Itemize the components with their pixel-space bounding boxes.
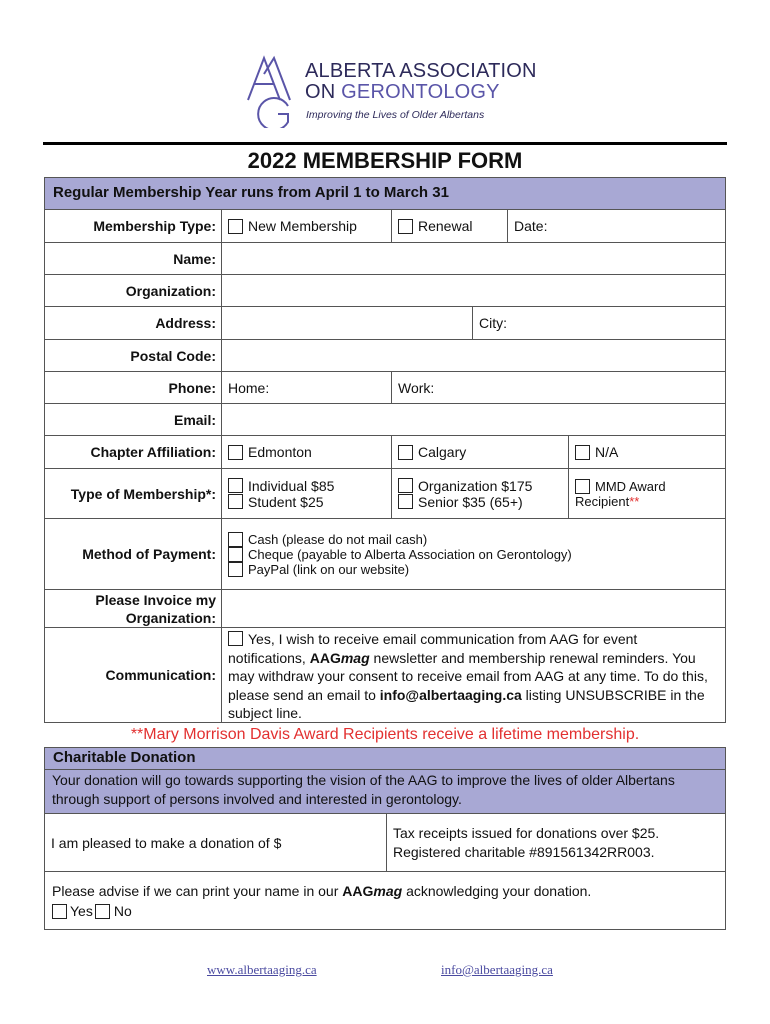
unsubscribe-email: info@albertaaging.ca — [379, 686, 522, 703]
type-of-membership-label: Type of Membership*: — [45, 469, 222, 518]
organization-field[interactable] — [222, 275, 725, 306]
tax-receipt-info: Tax receipts issued for donations over $25. Registered charitable #891561342RR003. — [393, 824, 660, 860]
donation-amount-field[interactable]: I am pleased to make a donation of $ — [45, 814, 387, 871]
donation-amount-row — [45, 813, 725, 871]
postal-code-field[interactable] — [222, 340, 725, 371]
payment-cash-option[interactable]: Cash (please do not mail cash) — [228, 532, 427, 547]
city-field[interactable]: City: — [479, 315, 507, 331]
award-note: **Mary Morrison Davis Award Recipients receive a lifetime membership. — [130, 726, 640, 743]
print-name-question: Please advise if we can print your name in our AAGmag acknowledging your donation. — [52, 883, 592, 899]
address-row — [45, 307, 725, 340]
membership-header: Regular Membership Year runs from April 1 to March 31 — [45, 178, 725, 210]
student-option[interactable]: Student $25 — [228, 494, 324, 510]
logo-tagline: Improving the Lives of Older Albertans — [306, 109, 485, 121]
communication-consent: Yes, I wish to receive email communication from AAG for event notifications, AAGmag newsletter and membership renewal reminders. You may withdraw your consent to receive email from AAG at any time. To do this, please send an email to info@albertaaging.ca listing UNSUBSCRIBE in the subject line. — [228, 631, 708, 721]
calgary-checkbox[interactable] — [398, 445, 413, 460]
organization-label: Organization: — [45, 275, 222, 306]
address-label: Address: — [45, 307, 222, 339]
invoice-row — [45, 590, 725, 628]
date-field[interactable]: Date: — [514, 218, 548, 234]
mmd-award-checkbox[interactable] — [575, 479, 590, 494]
individual-option[interactable]: Individual $85 — [228, 478, 334, 494]
cheque-checkbox[interactable] — [228, 547, 243, 562]
payment-label: Method of Payment: — [45, 519, 222, 589]
phone-label: Phone: — [45, 372, 222, 403]
chapter-edmonton-option[interactable]: Edmonton — [222, 436, 392, 468]
no-checkbox[interactable] — [95, 904, 110, 919]
mmd-award-option[interactable]: MMD Award — [575, 479, 666, 494]
payment-cheque-option[interactable]: Cheque (payable to Alberta Association on Gerontology) — [228, 547, 572, 562]
postal-code-label: Postal Code: — [45, 340, 222, 371]
donation-description: Your donation will go towards supporting the vision of the AAG to improve the lives of older Albertans through support of persons involved and interested in gerontology. — [45, 770, 725, 813]
print-name-no-option[interactable]: No — [95, 901, 132, 921]
communication-checkbox[interactable] — [228, 631, 243, 646]
individual-checkbox[interactable] — [228, 478, 243, 493]
renewal-option[interactable]: Renewal — [392, 210, 508, 242]
name-row — [45, 243, 725, 275]
donation-header: Charitable Donation — [45, 748, 725, 770]
membership-kind-row — [45, 469, 725, 519]
yes-checkbox[interactable] — [52, 904, 67, 919]
chapter-row — [45, 436, 725, 469]
print-name-row — [45, 871, 725, 929]
organization-row — [45, 275, 725, 307]
senior-checkbox[interactable] — [398, 494, 413, 509]
payment-paypal-option[interactable]: PayPal (link on our website) — [228, 562, 409, 577]
organization-fee-option[interactable]: Organization $175 — [398, 478, 532, 494]
email-row — [45, 404, 725, 436]
email-field[interactable] — [222, 404, 725, 435]
aag-logo — [244, 54, 544, 128]
new-membership-option[interactable]: New Membership — [222, 210, 392, 242]
postal-code-row — [45, 340, 725, 372]
cash-checkbox[interactable] — [228, 532, 243, 547]
payment-row — [45, 519, 725, 590]
logo-line-2: ON GERONTOLOGY — [305, 81, 500, 103]
donation-section — [44, 747, 726, 930]
chapter-na-option[interactable]: N/A — [569, 436, 725, 468]
na-checkbox[interactable] — [575, 445, 590, 460]
membership-type-label: Membership Type: — [45, 210, 222, 242]
membership-type-row — [45, 210, 725, 243]
email-label: Email: — [45, 404, 222, 435]
organization-fee-checkbox[interactable] — [398, 478, 413, 493]
title-rule — [43, 142, 727, 145]
renewal-checkbox[interactable] — [398, 219, 413, 234]
work-phone-field[interactable]: Work: — [398, 379, 435, 396]
membership-section — [44, 177, 726, 723]
print-name-yes-option[interactable]: Yes — [52, 901, 93, 921]
name-label: Name: — [45, 243, 222, 274]
communication-row — [45, 628, 725, 722]
edmonton-checkbox[interactable] — [228, 445, 243, 460]
home-phone-field[interactable]: Home: — [222, 372, 392, 403]
page-title: 2022 MEMBERSHIP FORM — [247, 148, 523, 173]
senior-option[interactable]: Senior $35 (65+) — [398, 494, 523, 510]
invoice-label: Please Invoice my Organization: — [45, 590, 222, 627]
name-field[interactable] — [222, 243, 725, 274]
footer-email-link[interactable]: info@albertaaging.ca — [441, 962, 553, 977]
address-field[interactable] — [222, 307, 473, 339]
student-checkbox[interactable] — [228, 494, 243, 509]
chapter-calgary-option[interactable]: Calgary — [392, 436, 569, 468]
paypal-checkbox[interactable] — [228, 562, 243, 577]
logo-line-1: ALBERTA ASSOCIATION — [305, 60, 537, 82]
invoice-field[interactable] — [222, 590, 725, 627]
new-membership-checkbox[interactable] — [228, 219, 243, 234]
aag-logo-mark-icon — [244, 54, 302, 128]
chapter-label: Chapter Affiliation: — [45, 436, 222, 468]
footer-website-link[interactable]: www.albertaaging.ca — [207, 962, 317, 977]
mmd-recipient-text: Recipient** — [575, 493, 640, 509]
communication-label: Communication: — [45, 628, 222, 722]
phone-row — [45, 372, 725, 404]
